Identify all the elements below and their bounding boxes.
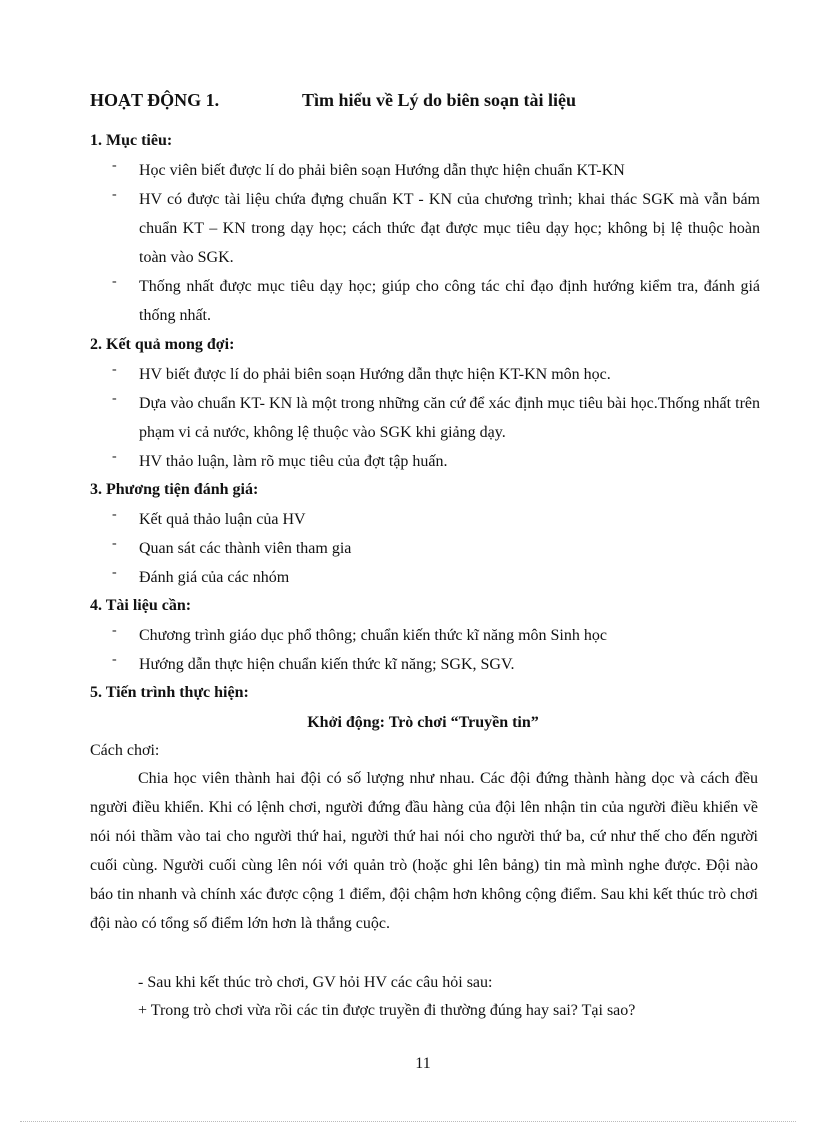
- bullet-dash: -: [112, 391, 117, 406]
- page-number: 11: [415, 1055, 431, 1072]
- list-item: - Quan sát các thành viên tham gia: [112, 536, 352, 557]
- section-process-title: 5. Tiến trình thực hiện:: [90, 684, 249, 701]
- followup-line-2: + Trong trò chơi vừa rồi các tin được truyền đi thường đúng hay sai? Tại sao?: [138, 1002, 636, 1019]
- list-item: - Chương trình giáo dục phổ thông; chuẩn kiến thức kĩ năng môn Sinh học: [112, 623, 607, 644]
- list-item: - Dựa vào chuẩn KT- KN là một trong những căn cứ để xác định mục tiêu bài học.Thống nhất trên phạm vi cả nước, không lệ thuộc vào SGK khi giảng dạy.: [112, 391, 760, 441]
- list-item: - HV có được tài liệu chứa đựng chuẩn KT - KN của chương trình; khai thác SGK mà vẫn bám chuẩn KT – KN trong dạy học; cách thức đạt được mục tiêu dạy học; không bị lệ thuộc hoàn toàn vào SGK.: [112, 187, 760, 266]
- section-objectives-title: 1. Mục tiêu:: [90, 132, 173, 149]
- followup-line-1: - Sau khi kết thúc trò chơi, GV hỏi HV các câu hỏi sau:: [138, 974, 493, 991]
- list-item: - HV thảo luận, làm rõ mục tiêu của đợt tập huấn.: [112, 449, 448, 470]
- bullet-dash: -: [112, 507, 117, 522]
- bullet-dash: -: [112, 565, 117, 580]
- how-to-play-label: Cách chơi:: [90, 742, 160, 759]
- list-item: - Học viên biết được lí do phải biên soạn Hướng dẫn thực hiện chuẩn KT-KN: [112, 158, 625, 179]
- bullet-dash: -: [112, 187, 117, 202]
- bullet-dash: -: [112, 623, 117, 638]
- activity-heading: [90, 90, 577, 111]
- section-materials-title: 4. Tài liệu cần:: [90, 597, 192, 614]
- bullet-dash: -: [112, 158, 117, 173]
- list-item: - Thống nhất được mục tiêu dạy học; giúp cho công tác chỉ đạo định hướng kiểm tra, đánh giá thống nhất.: [112, 274, 760, 324]
- activity-title: Tìm hiểu về Lý do biên soạn tài liệu: [302, 90, 577, 110]
- section-evaluation-title: 3. Phương tiện đánh giá:: [90, 481, 259, 498]
- list-item: - Hướng dẫn thực hiện chuẩn kiến thức kĩ năng; SGK, SGV.: [112, 652, 515, 673]
- list-item: - Kết quả thảo luận của HV: [112, 507, 306, 528]
- warmup-title: Khởi động: Trò chơi “Truyền tin”: [307, 714, 539, 731]
- page-bottom-divider: [20, 1121, 796, 1122]
- bullet-dash: -: [112, 652, 117, 667]
- list-item: - HV biết được lí do phải biên soạn Hướng dẫn thực hiện KT-KN môn học.: [112, 362, 611, 383]
- bullet-dash: -: [112, 362, 117, 377]
- bullet-dash: -: [112, 274, 117, 289]
- game-rules-paragraph: Chia học viên thành hai đội có số lượng như nhau. Các đội đứng thành hàng dọc và cách đều người điều khiển. Khi có lệnh chơi, người đứng đầu hàng của đội lên nhận tin của người điều khiển về nói nói thầm vào tai cho người thứ hai, người thứ hai nói cho người thứ ba, cứ như thế cho đến người cuối cùng. Người cuối cùng lên nói với quản trò (hoặc ghi lên bảng) tin mà mình nghe được. Đội nào báo tin nhanh và chính xác được cộng 1 điểm, đội chậm hơn không cộng điểm. Sau khi kết thúc trò chơi đội nào có tổng số điểm lớn hơn là thắng cuộc.: [90, 770, 758, 932]
- list-item: - Đánh giá của các nhóm: [112, 565, 290, 586]
- activity-label: HOẠT ĐỘNG 1.: [90, 90, 220, 110]
- section-expected-title: 2. Kết quả mong đợi:: [90, 336, 235, 353]
- bullet-dash: -: [112, 536, 117, 551]
- bullet-dash: -: [112, 449, 117, 464]
